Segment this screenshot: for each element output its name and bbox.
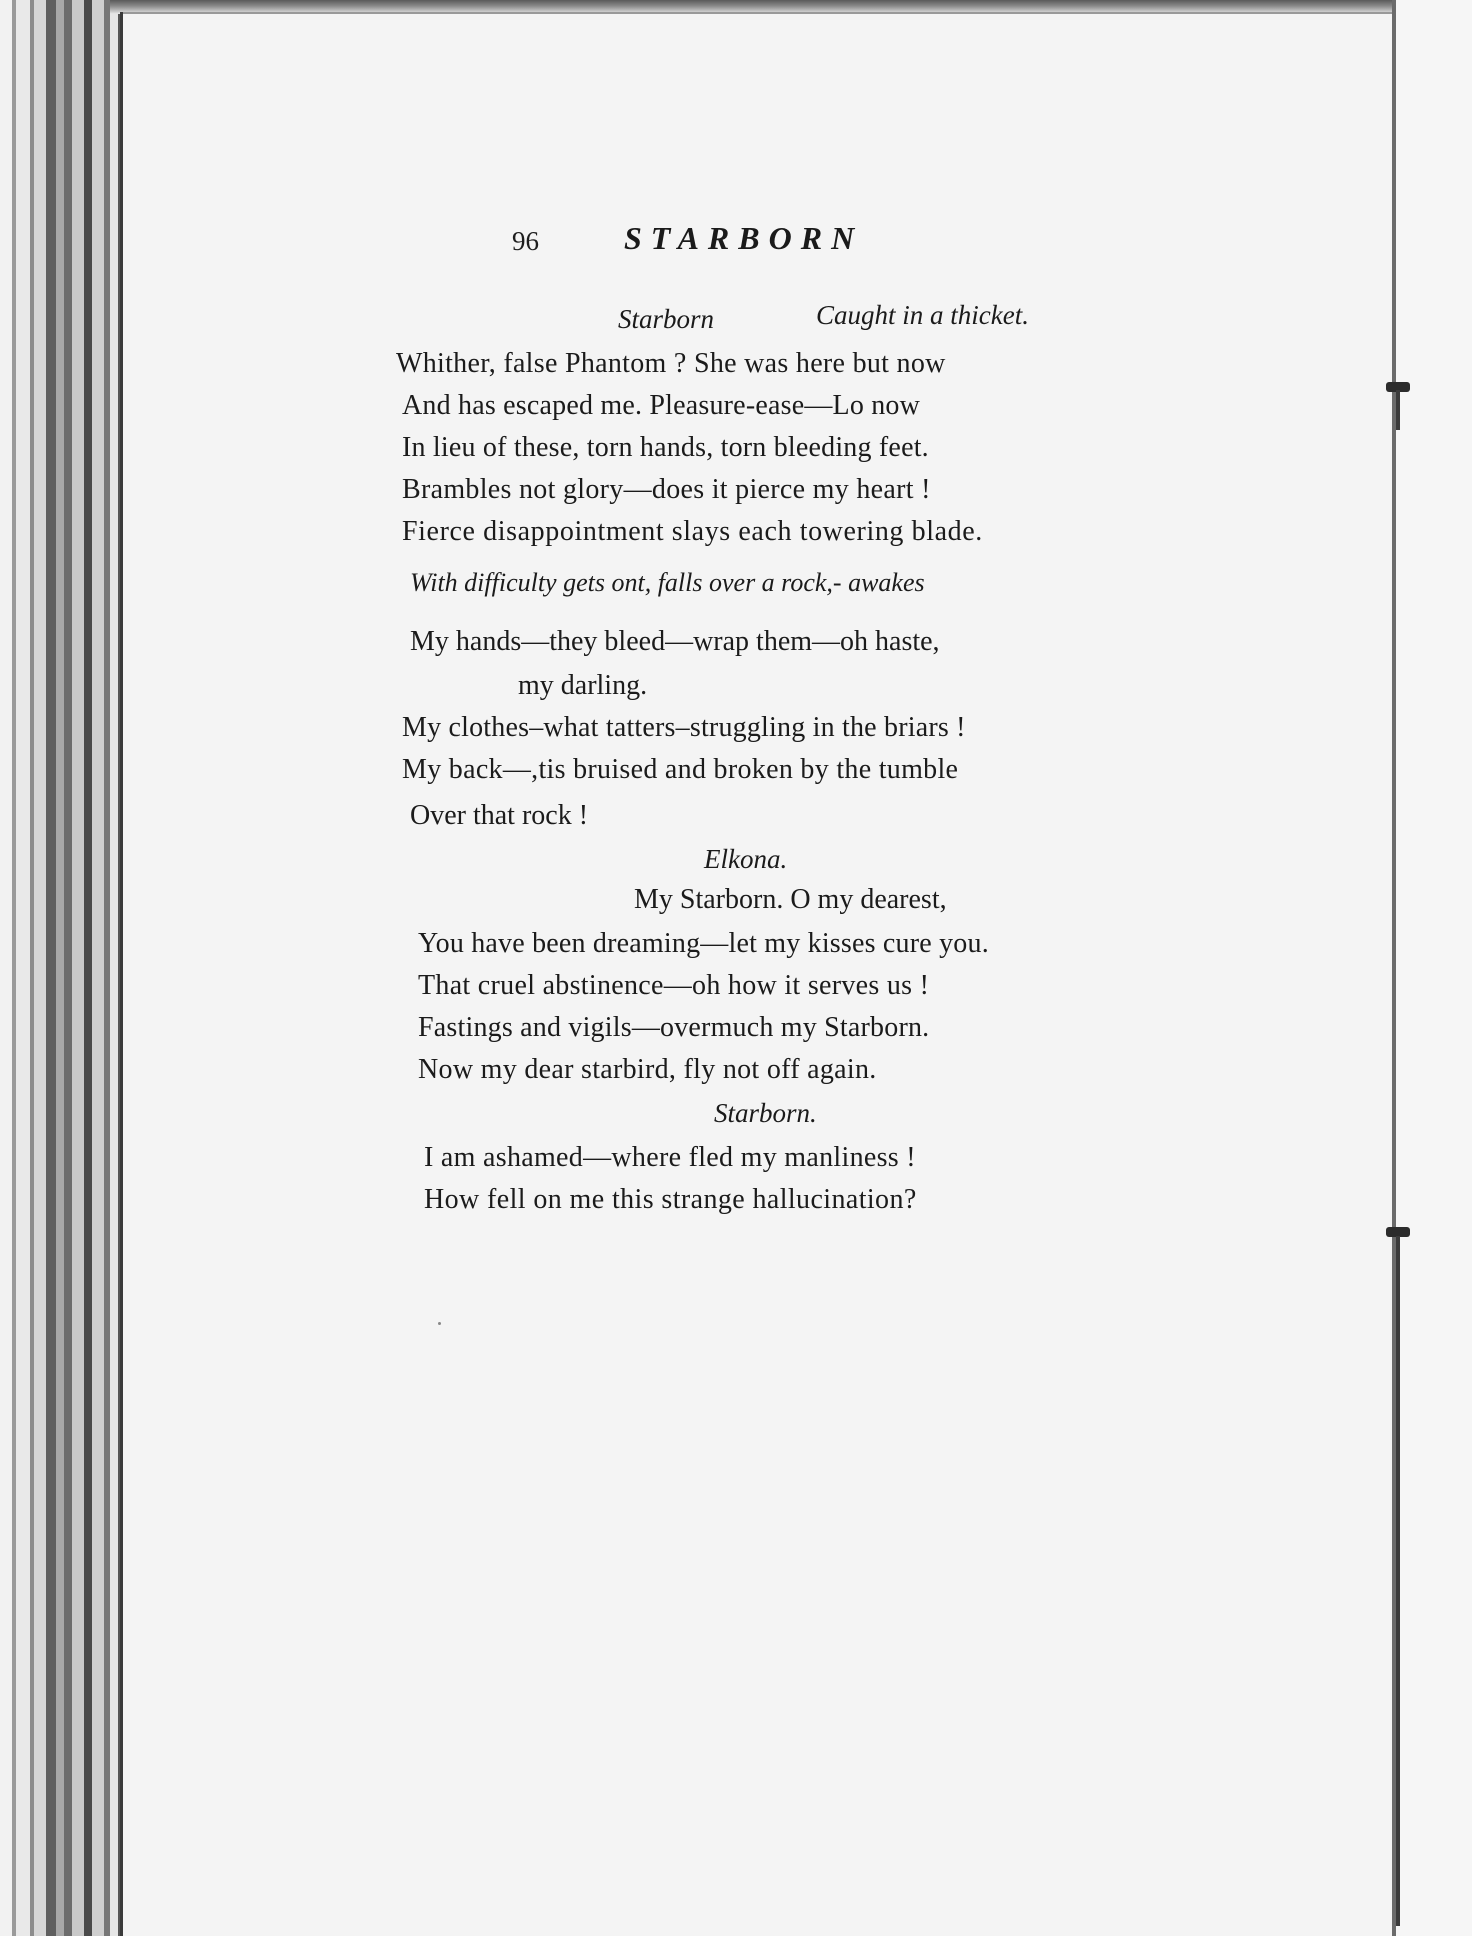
verse-line: Whither, false Phantom ? She was here but now <box>396 348 946 379</box>
paper-speck <box>438 1322 441 1325</box>
verse-line: My Starborn. O my dearest, <box>634 884 947 915</box>
verse-line: Now my dear starbird, fly not off again. <box>418 1054 877 1085</box>
page-number: 96 <box>512 226 539 256</box>
verse-line: Brambles not glory—does it pierce my heart ! <box>402 474 931 505</box>
verse-line: I am ashamed—where fled my manliness ! <box>424 1142 916 1173</box>
verse-line: My hands—they bleed—wrap them—oh haste, <box>410 626 940 657</box>
verse-line: My clothes–what tatters–struggling in the briars ! <box>402 712 966 743</box>
right-page-strip <box>1396 0 1472 1936</box>
verse-line: Fierce disappointment slays each towering blade. <box>402 516 983 547</box>
verse-line: Fastings and vigils—overmuch my Starborn. <box>418 1012 930 1043</box>
verse-line: In lieu of these, torn hands, torn bleeding feet. <box>402 432 929 463</box>
verse-line: my darling. <box>518 670 648 701</box>
verse-line: And has escaped me. Pleasure-ease—Lo now <box>402 390 921 421</box>
verse-line: My back—,tis bruised and broken by the tumble <box>402 754 959 785</box>
verse-line: Over that rock ! <box>410 800 589 831</box>
clip-tail-top <box>1396 390 1400 430</box>
clip-tail-bottom <box>1396 1236 1400 1926</box>
stage-direction: Caught in a thicket. <box>816 300 1029 330</box>
running-title: STARBORN <box>624 220 864 256</box>
page-left-border <box>120 12 123 1936</box>
verse-line: That cruel abstinence—oh how it serves us ! <box>418 970 930 1001</box>
speaker-label: Starborn. <box>714 1098 817 1128</box>
stage-direction: With difficulty gets ont, falls over a rock,- awakes <box>410 568 925 597</box>
verse-line: How fell on me this strange hallucination? <box>424 1184 917 1215</box>
speaker-label: Elkona. <box>704 844 788 874</box>
speaker-label: Starborn <box>618 304 715 334</box>
verse-line: You have been dreaming—let my kisses cure you. <box>418 928 989 959</box>
